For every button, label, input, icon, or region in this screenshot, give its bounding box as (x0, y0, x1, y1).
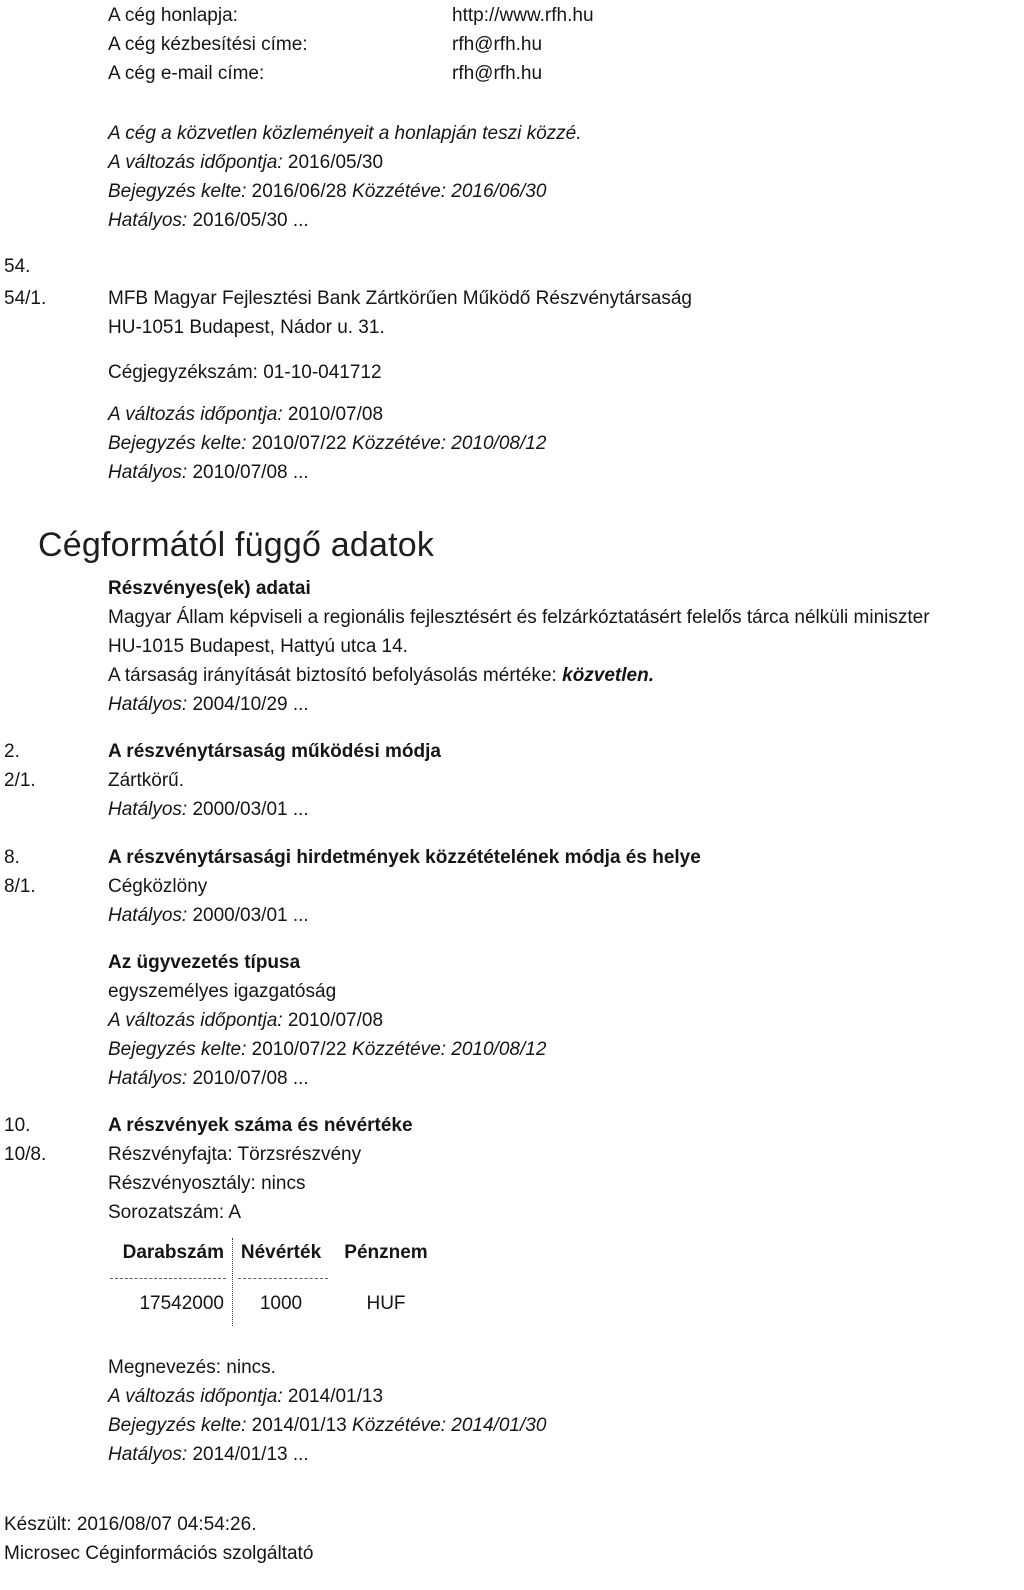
contact-row-website (108, 1, 594, 30)
publication-date: Közzétéve: 2014/01/30 (352, 1415, 547, 1436)
effective-value: 2014/01/13 ... (192, 1444, 309, 1465)
shareholder-name: Magyar Állam képviseli a regionális fejlesztésért és felzárkóztatásért felelős tárca nélküli miniszter (108, 607, 930, 628)
registration-date-value: 2016/06/28 (251, 181, 347, 202)
item-number: 8. (4, 847, 20, 868)
website-value: http://www.rfh.hu (452, 5, 594, 26)
share-series: Sorozatszám: A (108, 1202, 242, 1223)
effective-label: Hatályos: (108, 799, 188, 820)
effective-line (108, 901, 701, 930)
contact-row-email (108, 59, 594, 88)
effective-line (108, 458, 546, 487)
share-designation: Megnevezés: nincs. (108, 1357, 276, 1378)
item-sub-number: 2/1. (4, 770, 36, 791)
registration-line (108, 1035, 546, 1064)
change-date-value: 2014/01/13 (287, 1386, 384, 1407)
registration-date-value: 2010/07/22 (251, 1039, 347, 1060)
table-header-currency: Pénznem (344, 1242, 428, 1263)
registration-date-value: 2014/01/13 (251, 1415, 347, 1436)
change-date-label: A változás időpontja: (108, 1010, 283, 1031)
owner-name: MFB Magyar Fejlesztési Bank Zártkörűen Működő Részvénytársaság (108, 288, 692, 309)
change-date-line (108, 148, 582, 177)
operation-heading: A részvénytársaság működési módja (108, 741, 441, 762)
table-header-quantity: Darabszám (122, 1242, 224, 1263)
publication-date: Közzétéve: 2010/08/12 (352, 433, 547, 454)
change-date-value: 2010/07/08 (287, 404, 384, 425)
table-header-underline (238, 1278, 328, 1279)
shareholder-address: HU-1015 Budapest, Hattyú utca 14. (108, 636, 408, 657)
change-date-line (108, 400, 546, 429)
change-date-line (108, 1006, 546, 1035)
change-date-label: A változás időpontja: (108, 152, 283, 173)
website-label: A cég honlapja: (108, 5, 238, 26)
delivery-address-value: rfh@rfh.hu (452, 34, 543, 55)
change-date-label: A változás időpontja: (108, 404, 283, 425)
publication-date: Közzétéve: 2016/06/30 (352, 181, 547, 202)
change-date-line (108, 1382, 546, 1411)
shareholders-block (108, 574, 930, 719)
shares-block (108, 1111, 413, 1227)
effective-line (108, 795, 441, 824)
owner-address: HU-1051 Budapest, Nádor u. 31. (108, 317, 385, 338)
email-value: rfh@rfh.hu (452, 63, 543, 84)
registration-date-label: Bejegyzés kelte: (108, 1415, 247, 1436)
table-cell-quantity: 17542000 (139, 1293, 224, 1314)
registration-line (108, 429, 546, 458)
effective-label: Hatályos: (108, 1444, 188, 1465)
table-cell-currency: HUF (366, 1293, 406, 1314)
effective-line (108, 206, 582, 235)
owner-registry-block (108, 358, 382, 387)
provider-name: Microsec Céginformációs szolgáltató (4, 1543, 314, 1564)
control-line (108, 661, 930, 690)
operation-block (108, 737, 441, 824)
effective-value: 2010/07/08 ... (192, 462, 309, 483)
owner-history-block (108, 400, 546, 487)
announcements-value: Cégközlöny (108, 876, 208, 897)
effective-line (108, 1440, 546, 1469)
delivery-address-label: A cég kézbesítési címe: (108, 34, 308, 55)
change-date-value: 2016/05/30 (287, 152, 384, 173)
owner-block (108, 284, 692, 342)
contact-row-delivery-address (108, 30, 594, 59)
effective-label: Hatályos: (108, 462, 188, 483)
change-date-label: A változás időpontja: (108, 1386, 283, 1407)
effective-label: Hatályos: (108, 694, 188, 715)
item-sub-number: 10/8. (4, 1144, 47, 1165)
share-type: Részvényfajta: Törzsrészvény (108, 1144, 362, 1165)
effective-label: Hatályos: (108, 1068, 188, 1089)
item-number: 2. (4, 741, 20, 762)
table-column-divider (232, 1238, 233, 1326)
announcements-block (108, 843, 701, 930)
registration-date-label: Bejegyzés kelte: (108, 433, 247, 454)
management-heading: Az ügyvezetés típusa (108, 952, 301, 973)
publication-date: Közzétéve: 2010/08/12 (352, 1039, 547, 1060)
announcement-note: A cég a közvetlen közleményeit a honlapján teszi közzé. (108, 123, 582, 144)
registration-date-label: Bejegyzés kelte: (108, 181, 247, 202)
email-label: A cég e-mail címe: (108, 63, 265, 84)
effective-label: Hatályos: (108, 210, 188, 231)
shares-heading: A részvények száma és névértéke (108, 1115, 413, 1136)
table-header-nominal-value: Névérték (240, 1242, 322, 1263)
contact-history-block (108, 119, 582, 235)
share-class: Részvényosztály: nincs (108, 1173, 306, 1194)
announcements-heading: A részvénytársasági hirdetmények közzétételének módja és helye (108, 847, 701, 868)
management-value: egyszemélyes igazgatóság (108, 981, 337, 1002)
effective-value: 2010/07/08 ... (192, 1068, 309, 1089)
item-sub-number: 8/1. (4, 876, 36, 897)
effective-line (108, 690, 930, 719)
control-value: közvetlen. (562, 665, 654, 686)
registration-line (108, 177, 582, 206)
owner-registry-number: Cégjegyzékszám: 01-10-041712 (108, 362, 382, 383)
control-label: A társaság irányítását biztosító befolyásolás mértéke: (108, 665, 557, 686)
item-number: 10. (4, 1115, 31, 1136)
contact-block (108, 1, 594, 88)
effective-value: 2000/03/01 ... (192, 799, 309, 820)
effective-value: 2000/03/01 ... (192, 905, 309, 926)
registration-date-value: 2010/07/22 (251, 433, 347, 454)
change-date-value: 2010/07/08 (287, 1010, 384, 1031)
registration-date-label: Bejegyzés kelte: (108, 1039, 247, 1060)
effective-label: Hatályos: (108, 905, 188, 926)
management-block (108, 948, 546, 1093)
page-footer (4, 1510, 313, 1568)
table-header-underline (110, 1278, 226, 1279)
shareholders-heading: Részvényes(ek) adatai (108, 578, 311, 599)
item-sub-number: 54/1. (4, 288, 47, 309)
effective-value: 2004/10/29 ... (192, 694, 309, 715)
registration-line (108, 1411, 546, 1440)
operation-value: Zártkörű. (108, 770, 185, 791)
effective-value: 2016/05/30 ... (192, 210, 309, 231)
item-number: 54. (4, 256, 31, 277)
table-cell-nominal-value: 1000 (259, 1293, 303, 1314)
shares-history-block (108, 1353, 546, 1469)
effective-line (108, 1064, 546, 1093)
generated-timestamp: Készült: 2016/08/07 04:54:26. (4, 1514, 257, 1535)
section-title: Cégformától függő adatok (38, 526, 435, 564)
